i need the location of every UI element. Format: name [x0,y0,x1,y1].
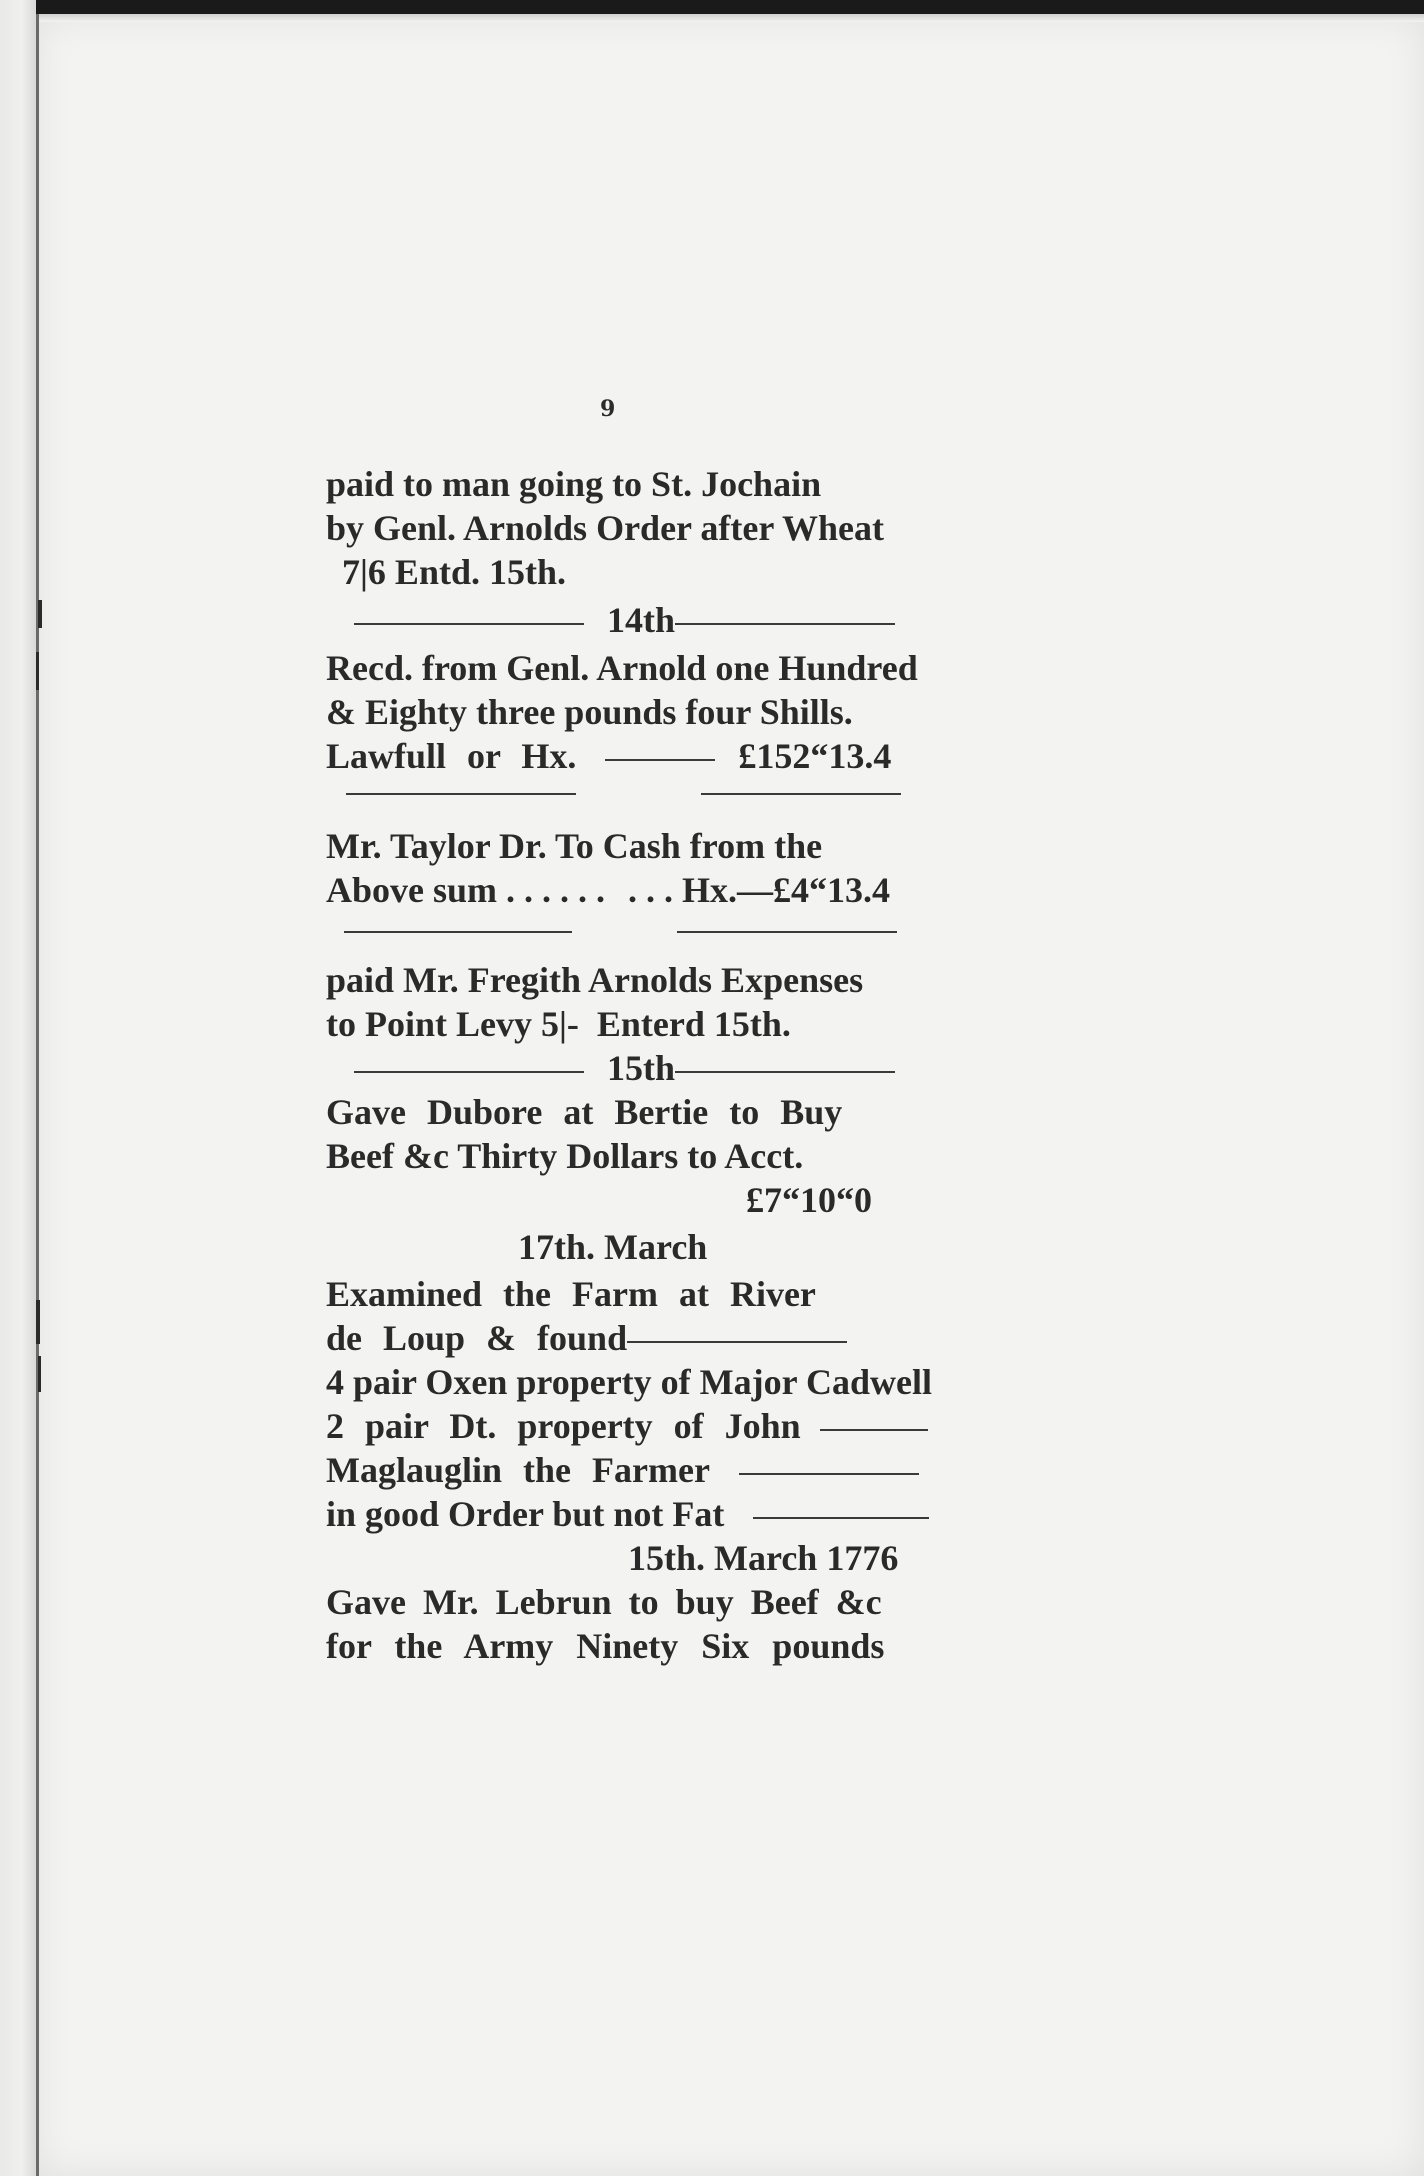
text-fragment: 2 pair Dt. property of John [326,1406,801,1446]
binding-mark [36,1300,40,1344]
divider-rule [675,1071,895,1073]
binding-edge [36,14,39,2176]
amount-line [326,734,1006,778]
date-heading: 15th. March 1776 [628,1538,899,1578]
binding-mark [38,1356,41,1392]
text-line: Beef &c Thirty Dollars to Acct. [326,1136,804,1176]
amount-line [326,868,1006,912]
date-divider [326,1046,1006,1090]
leader-rule [820,1429,928,1431]
amount: . . . Hx.—£4“13.4 [628,870,891,910]
separator-rule [346,793,576,795]
leader-rule [627,1341,847,1343]
binding-mark [36,652,39,690]
text-line: 7|6 Entd. 15th. [342,552,566,592]
divider-rule [354,623,584,625]
leader-rule [739,1473,919,1475]
text-line: Gave Dubore at Bertie to Buy [326,1092,843,1132]
text-line-with-rule [326,1404,1006,1448]
text-fragment: Lawfull or Hx. [326,736,577,776]
text-line: by Genl. Arnolds Order after Wheat [326,508,884,548]
separator-rule [677,931,897,933]
page-number: 9 [600,396,616,422]
amount-line [326,1178,1006,1222]
text-line: Examined the Farm at River [326,1274,816,1314]
ledger-text [326,462,1006,1668]
page-gutter [0,0,36,2176]
text-line: to Point Levy 5|- Enterd 15th. [326,1004,791,1044]
date-heading: 17th. March [518,1227,708,1267]
separator [326,778,1006,824]
separator-rule [701,793,901,795]
text-fragment: Above sum . . . . . . [326,870,606,910]
divider-rule [675,623,895,625]
text-line-with-rule [326,1492,1006,1536]
text-line: paid to man going to St. Jochain [326,464,822,504]
page-top-edge [36,14,1424,22]
text-line: & Eighty three pounds four Shills. [326,692,853,732]
date-heading: 15th [607,1048,676,1088]
text-line: Mr. Taylor Dr. To Cash from the [326,826,823,866]
text-fragment: in good Order but not Fat [326,1494,725,1534]
text-line-with-rule [326,1316,1006,1360]
leader-rule [605,759,715,761]
text-fragment: Maglauglin the Farmer [326,1450,710,1490]
date-heading: 14th [607,600,676,640]
date-divider [326,594,1006,646]
amount: £152“13.4 [738,736,892,776]
divider-rule [354,1071,584,1073]
text-line: Recd. from Genl. Arnold one Hundred [326,648,918,688]
text-line: paid Mr. Fregith Arnolds Expenses [326,960,864,1000]
amount: £7“10“0 [746,1180,872,1220]
binding-mark [38,600,42,628]
separator [326,912,1006,958]
text-line: Gave Mr. Lebrun to buy Beef &c [326,1582,882,1622]
text-line: for the Army Ninety Six pounds [326,1626,885,1666]
leader-rule [753,1517,929,1519]
text-fragment: de Loup & found [326,1318,628,1358]
text-line: 4 pair Oxen property of Major Cadwell [326,1362,932,1402]
separator-rule [344,931,572,933]
text-line-with-rule [326,1448,1006,1492]
